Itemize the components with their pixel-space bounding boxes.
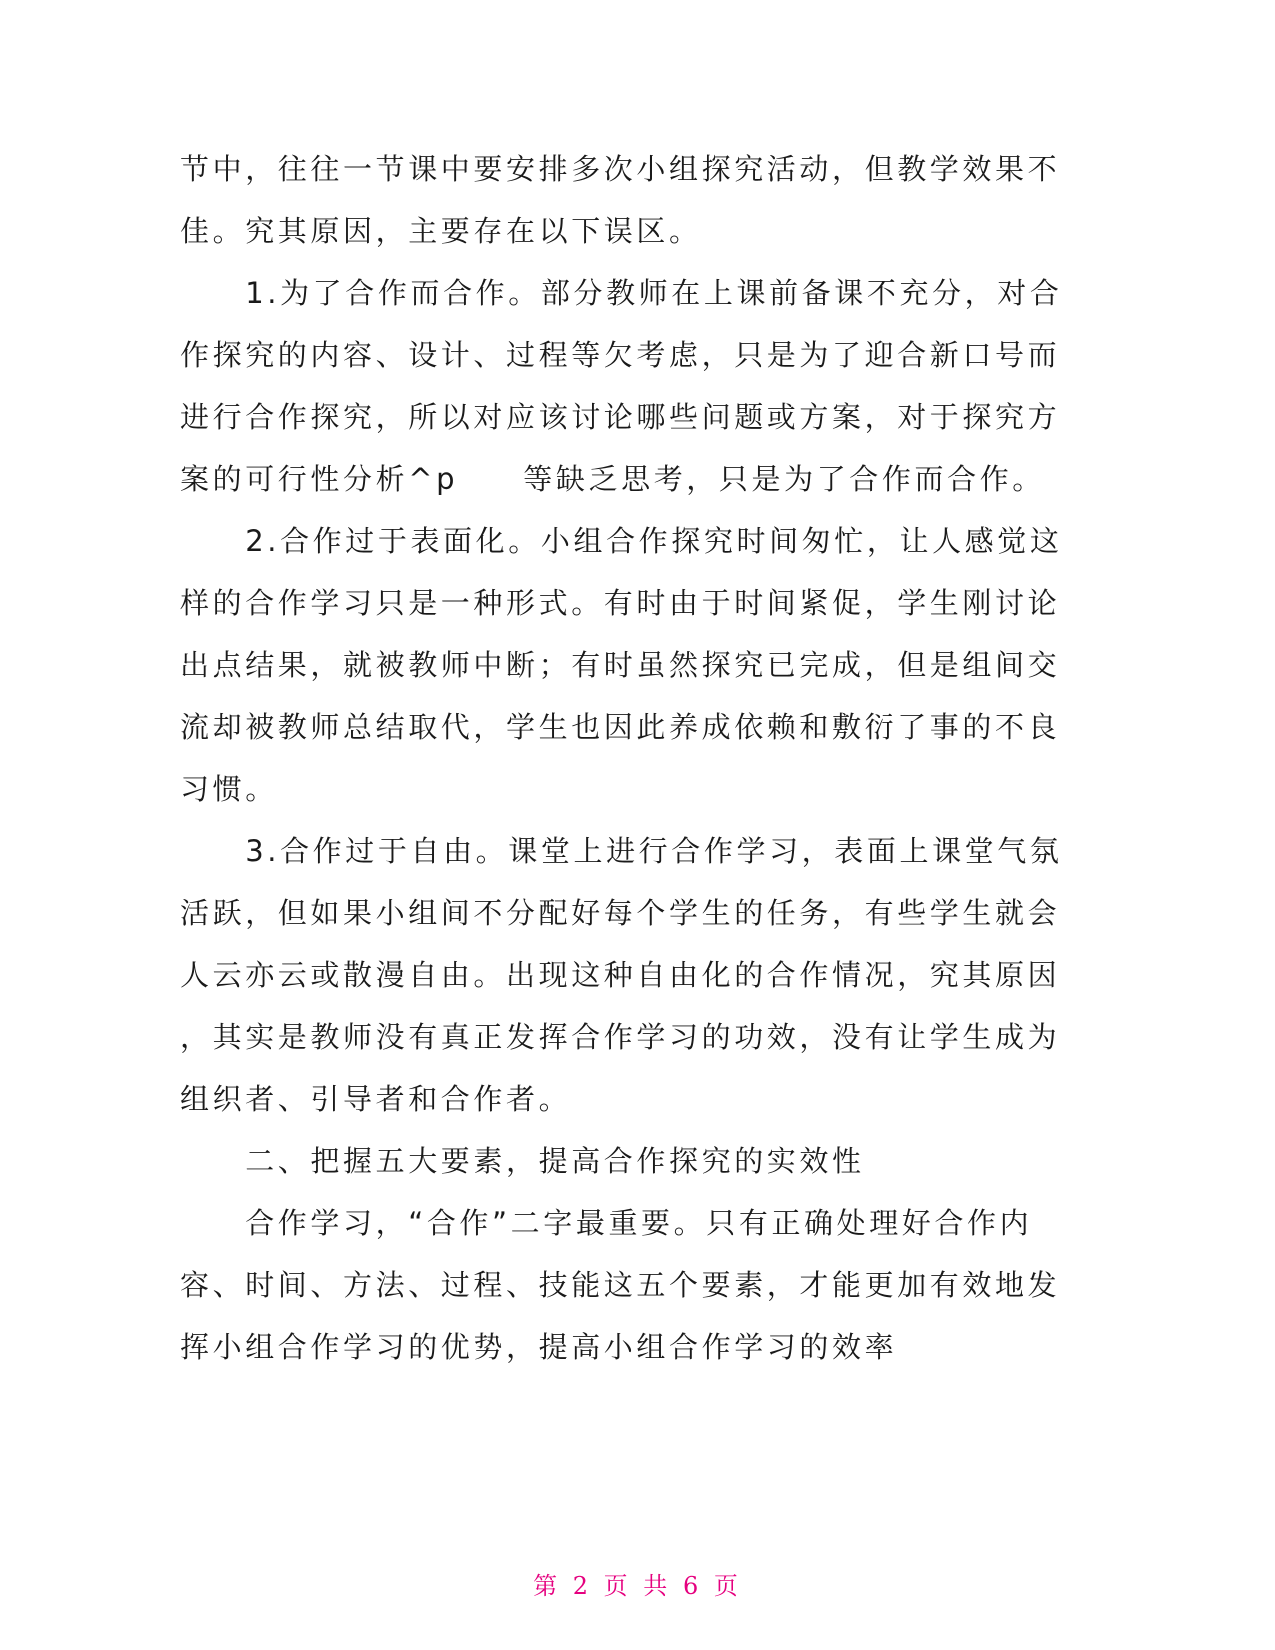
text-line: 1.为了合作而合作。部分教师在上课前备课不充分，对合: [180, 276, 1063, 310]
text-line: 2.合作过于表面化。小组合作探究时间匆忙，让人感觉这: [180, 524, 1063, 558]
text-line: 出点结果，就被教师中断；有时虽然探究已完成，但是组间交: [180, 648, 1061, 682]
text-line: 活跃，但如果小组间不分配好每个学生的任务，有些学生就会: [180, 896, 1061, 930]
text-line: 习惯。: [180, 772, 278, 806]
section-heading: 二、把握五大要素，提高合作探究的实效性: [180, 1144, 865, 1178]
text-line: 作探究的内容、设计、过程等欠考虑，只是为了迎合新口号而: [180, 338, 1061, 372]
footer-page-number: 2: [572, 1572, 593, 1600]
text-line: 节中，往往一节课中要安排多次小组探究活动，但教学效果不: [180, 152, 1061, 186]
document-body: [180, 138, 1063, 1378]
text-line: 组织者、引导者和合作者。: [180, 1082, 572, 1116]
footer-total-pages: 6: [682, 1572, 703, 1600]
text-line: 挥小组合作学习的优势，提高小组合作学习的效率: [180, 1330, 898, 1364]
text-line: 案的可行性分析^p 等缺乏思考，只是为了合作而合作。: [180, 462, 1045, 496]
page-footer: [0, 1566, 1275, 1601]
text-line: 合作学习，“合作”二字最重要。只有正确处理好合作内: [180, 1206, 1033, 1240]
footer-middle: 页 共: [603, 1572, 672, 1600]
text-line: 人云亦云或散漫自由。出现这种自由化的合作情况，究其原因: [180, 958, 1061, 992]
footer-suffix: 页: [713, 1572, 742, 1600]
text-line: 佳。究其原因，主要存在以下误区。: [180, 214, 702, 248]
text-line: 容、时间、方法、过程、技能这五个要素，才能更加有效地发: [180, 1268, 1061, 1302]
text-line: 样的合作学习只是一种形式。有时由于时间紧促，学生刚讨论: [180, 586, 1061, 620]
text-line: 3.合作过于自由。课堂上进行合作学习，表面上课堂气氛: [180, 834, 1063, 868]
text-line: 流却被教师总结取代，学生也因此养成依赖和敷衍了事的不良: [180, 710, 1061, 744]
text-line: ，其实是教师没有真正发挥合作学习的功效，没有让学生成为: [180, 1020, 1061, 1054]
footer-prefix: 第: [533, 1572, 562, 1600]
text-line: 进行合作探究，所以对应该讨论哪些问题或方案，对于探究方: [180, 400, 1061, 434]
